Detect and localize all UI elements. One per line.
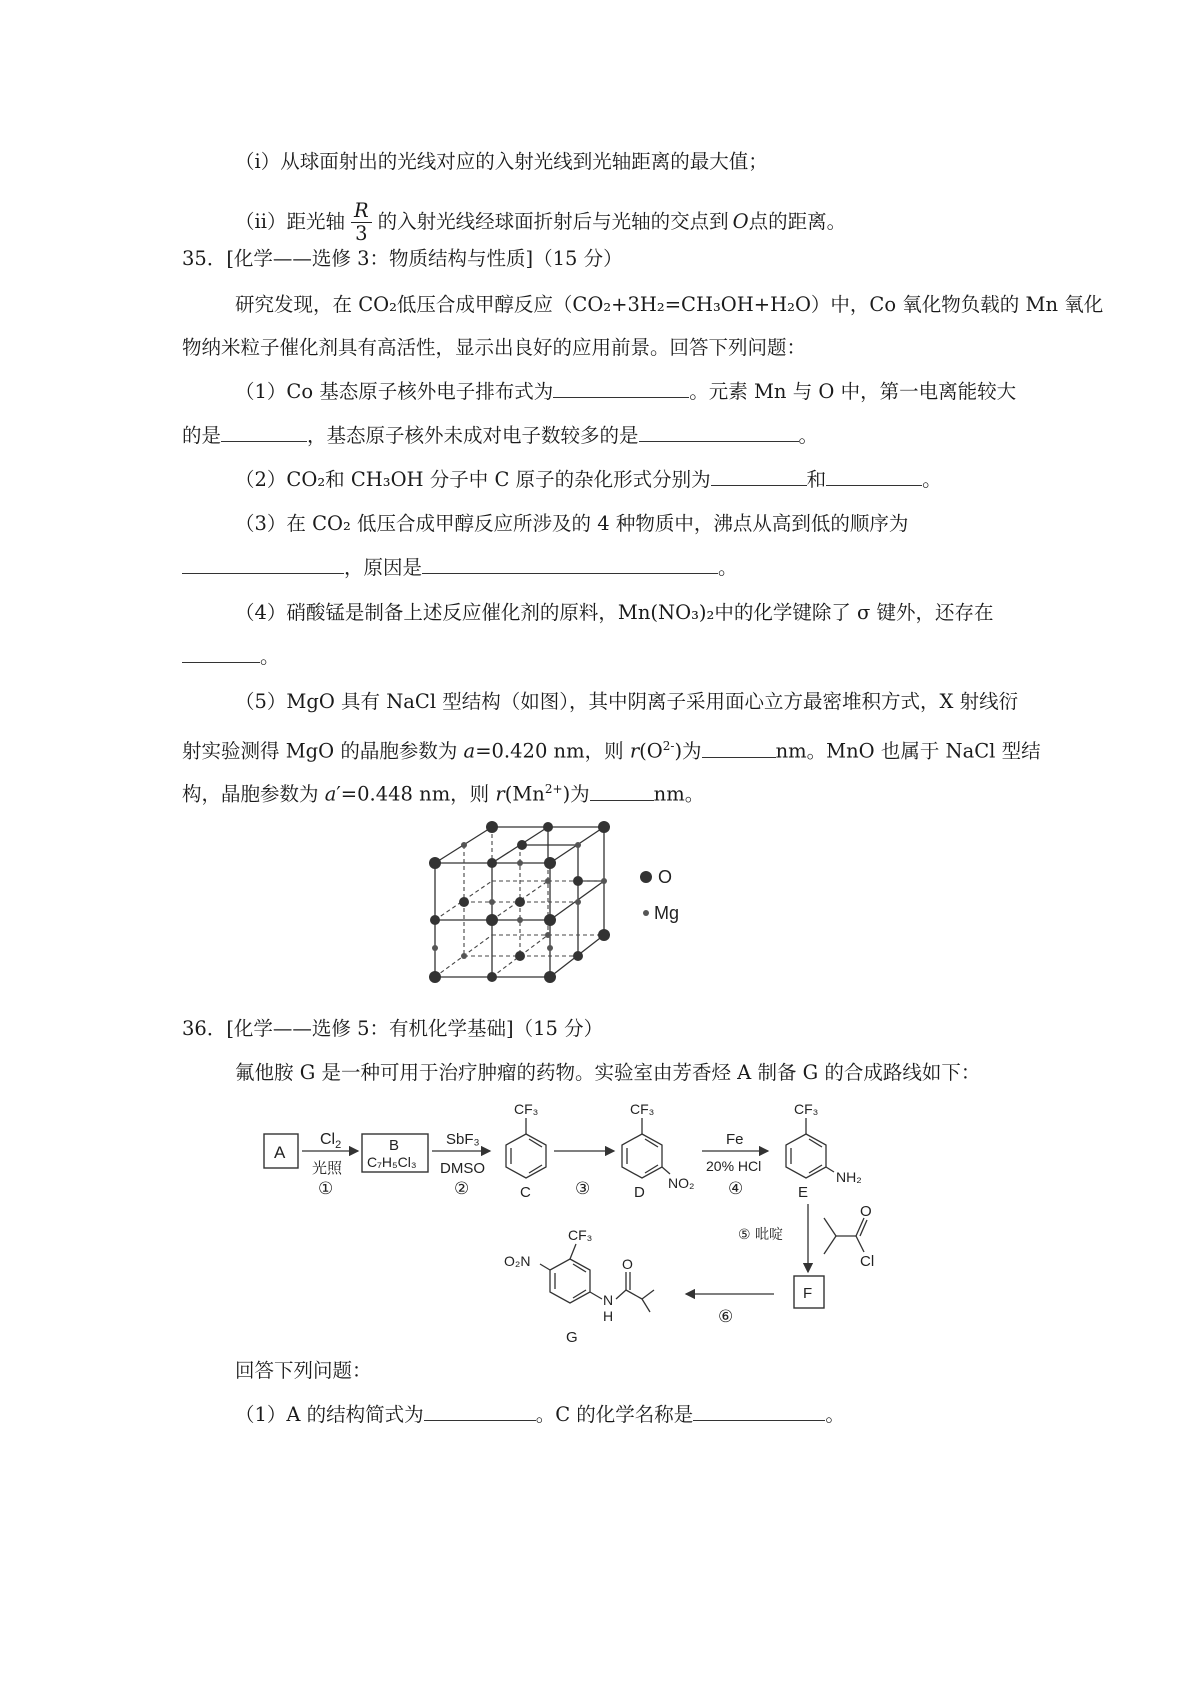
step-5-label: ⑤ 吡啶 [738, 1227, 784, 1243]
compound-g-no2: O₂N [504, 1253, 531, 1269]
compound-d-label: D [634, 1184, 645, 1201]
oxygen-atoms [429, 821, 610, 983]
compound-f-label: F [803, 1285, 813, 1302]
reagent-2-bottom: DMSO [440, 1160, 485, 1177]
q35-intro-line1: 研究发现，在 CO₂低压合成甲醇反应（CO₂+3H₂=CH₃OH+H₂O）中，Co 氧化物负载的 Mn 氧化 [235, 293, 1104, 316]
compound-d-cf3: CF₃ [630, 1101, 655, 1117]
answer-blank[interactable] [553, 379, 689, 398]
q36-answer-intro: 回答下列问题： [235, 1359, 372, 1382]
q35-part1-line2: 的是 ，基态原子核外未成对电子数较多的是 。 [182, 424, 819, 447]
answer-blank[interactable] [711, 467, 807, 486]
fraction-r-over-3: $\frac{R}{3}$ [351, 200, 372, 245]
answer-blank[interactable] [422, 555, 718, 574]
compound-d-structure [622, 1118, 670, 1178]
compound-c-label: C [520, 1184, 531, 1201]
compound-g-hydrogen: H [603, 1308, 614, 1324]
q35-part3-line2: ，原因是 。 [182, 554, 738, 582]
legend-oxygen-label: O [658, 867, 673, 887]
compound-c-cf3: CF₃ [514, 1101, 539, 1117]
answer-blank[interactable] [221, 423, 307, 442]
reagent-2-top: SbF₃ [446, 1131, 480, 1148]
step-3-label: ③ [575, 1179, 591, 1198]
step-2-label: ② [454, 1179, 470, 1198]
q35-part3-line1: （3）在 CO₂ 低压合成甲醇反应所涉及的 4 种物质中，沸点从高到低的顺序为 [235, 512, 909, 535]
answer-blank[interactable] [693, 1402, 825, 1421]
q34-sub-i: （i）从球面射出的光线对应的入射光线到光轴距离的最大值； [235, 150, 768, 173]
q36-intro: 氟他胺 G 是一种可用于治疗肿瘤的药物。实验室由芳香烃 A 制备 G 的合成路线如下： [235, 1061, 981, 1084]
isobutyryl-chloride-structure [824, 1218, 867, 1254]
compound-g-nitrogen: N [603, 1292, 614, 1308]
synthesis-route-diagram [250, 1094, 910, 1356]
q35-part4-line1: （4）硝酸锰是制备上述反应催化剂的原料，Mn(NO₃)₂中的化学键除了 σ 键外，还存在 [235, 601, 994, 624]
legend-mg-label: Mg [654, 903, 680, 923]
q35-part4-line2: 。 [182, 643, 280, 671]
q35-intro-line2: 物纳米粒子催化剂具有高活性，显示出良好的应用前景。回答下列问题： [182, 336, 807, 359]
answer-blank[interactable] [182, 644, 260, 663]
reagent-4-bottom: 20% HCl [706, 1158, 762, 1174]
answer-blank[interactable] [424, 1402, 536, 1421]
compound-g-cf3: CF₃ [568, 1227, 593, 1243]
step-1-label: ① [318, 1179, 334, 1198]
acyl-chloride-chlorine: Cl [860, 1253, 875, 1270]
compound-e-structure [786, 1118, 834, 1178]
answer-blank[interactable] [590, 782, 654, 801]
answer-blank[interactable] [702, 739, 776, 758]
reagent-4-top: Fe [726, 1131, 744, 1148]
q35-part2: （2）CO₂和 CH₃OH 分子中 C 原子的杂化形式分别为 和 。 [235, 468, 942, 491]
legend-mg-dot [643, 910, 649, 916]
compound-a-label: A [274, 1143, 286, 1162]
answer-blank[interactable] [639, 423, 799, 442]
compound-e-nh2: NH₂ [836, 1169, 862, 1185]
q36-part1: （1）A 的结构简式为 。C 的化学名称是 。 [235, 1403, 845, 1426]
reagent-1-top: $Cl_2$ [320, 1131, 342, 1151]
q35-part5-line1: （5）MgO 具有 NaCl 型结构（如图），其中阴离子采用面心立方最密堆积方式，X 射线衍 [235, 690, 1019, 713]
compound-e-cf3: CF₃ [794, 1101, 819, 1117]
compound-g-oxygen: O [622, 1256, 633, 1272]
legend-oxygen-dot [640, 871, 652, 883]
compound-g-structure [540, 1244, 654, 1312]
answer-blank[interactable] [826, 467, 922, 486]
mgo-crystal-structure-diagram [420, 815, 720, 995]
acyl-chloride-oxygen: O [860, 1203, 872, 1220]
answer-blank[interactable] [182, 555, 344, 574]
q35-part1-line1: （1）Co 基态原子核外电子排布式为 。元素 Mn 与 O 中，第一电离能较大 [235, 380, 1017, 403]
q34-sub-ii: （ii）距光轴 $\frac{R}{3}$ 的入射光线经球面折射后与光轴的交点到 O点的距离。 [235, 199, 847, 245]
reagent-1-bottom: 光照 [312, 1159, 343, 1177]
q36-title: 36．[化学——选修 5：有机化学基础]（15 分） [182, 1017, 604, 1040]
compound-d-no2: NO₂ [668, 1175, 695, 1191]
q35-part5-line3: 构，晶胞参数为 a′=0.448 nm，则 $r(Mn^{2+})$为 nm。 [182, 782, 705, 806]
compound-e-label: E [798, 1184, 809, 1201]
step-6-label: ⑥ [718, 1307, 734, 1326]
q35-part5-line2: 射实验测得 MgO 的晶胞参数为 a=0.420 nm，则 $r(O^{2-})$为 nm。MnO 也属于 NaCl 型结 [182, 739, 1041, 763]
compound-b-formula: C₇H₅Cl₃ [367, 1154, 417, 1170]
compound-g-label: G [566, 1329, 578, 1346]
step-4-label: ④ [728, 1179, 744, 1198]
q35-title: 35．[化学——选修 3：物质结构与性质]（15 分） [182, 247, 623, 270]
compound-b-label: B [389, 1137, 400, 1154]
compound-c-structure [506, 1118, 546, 1178]
